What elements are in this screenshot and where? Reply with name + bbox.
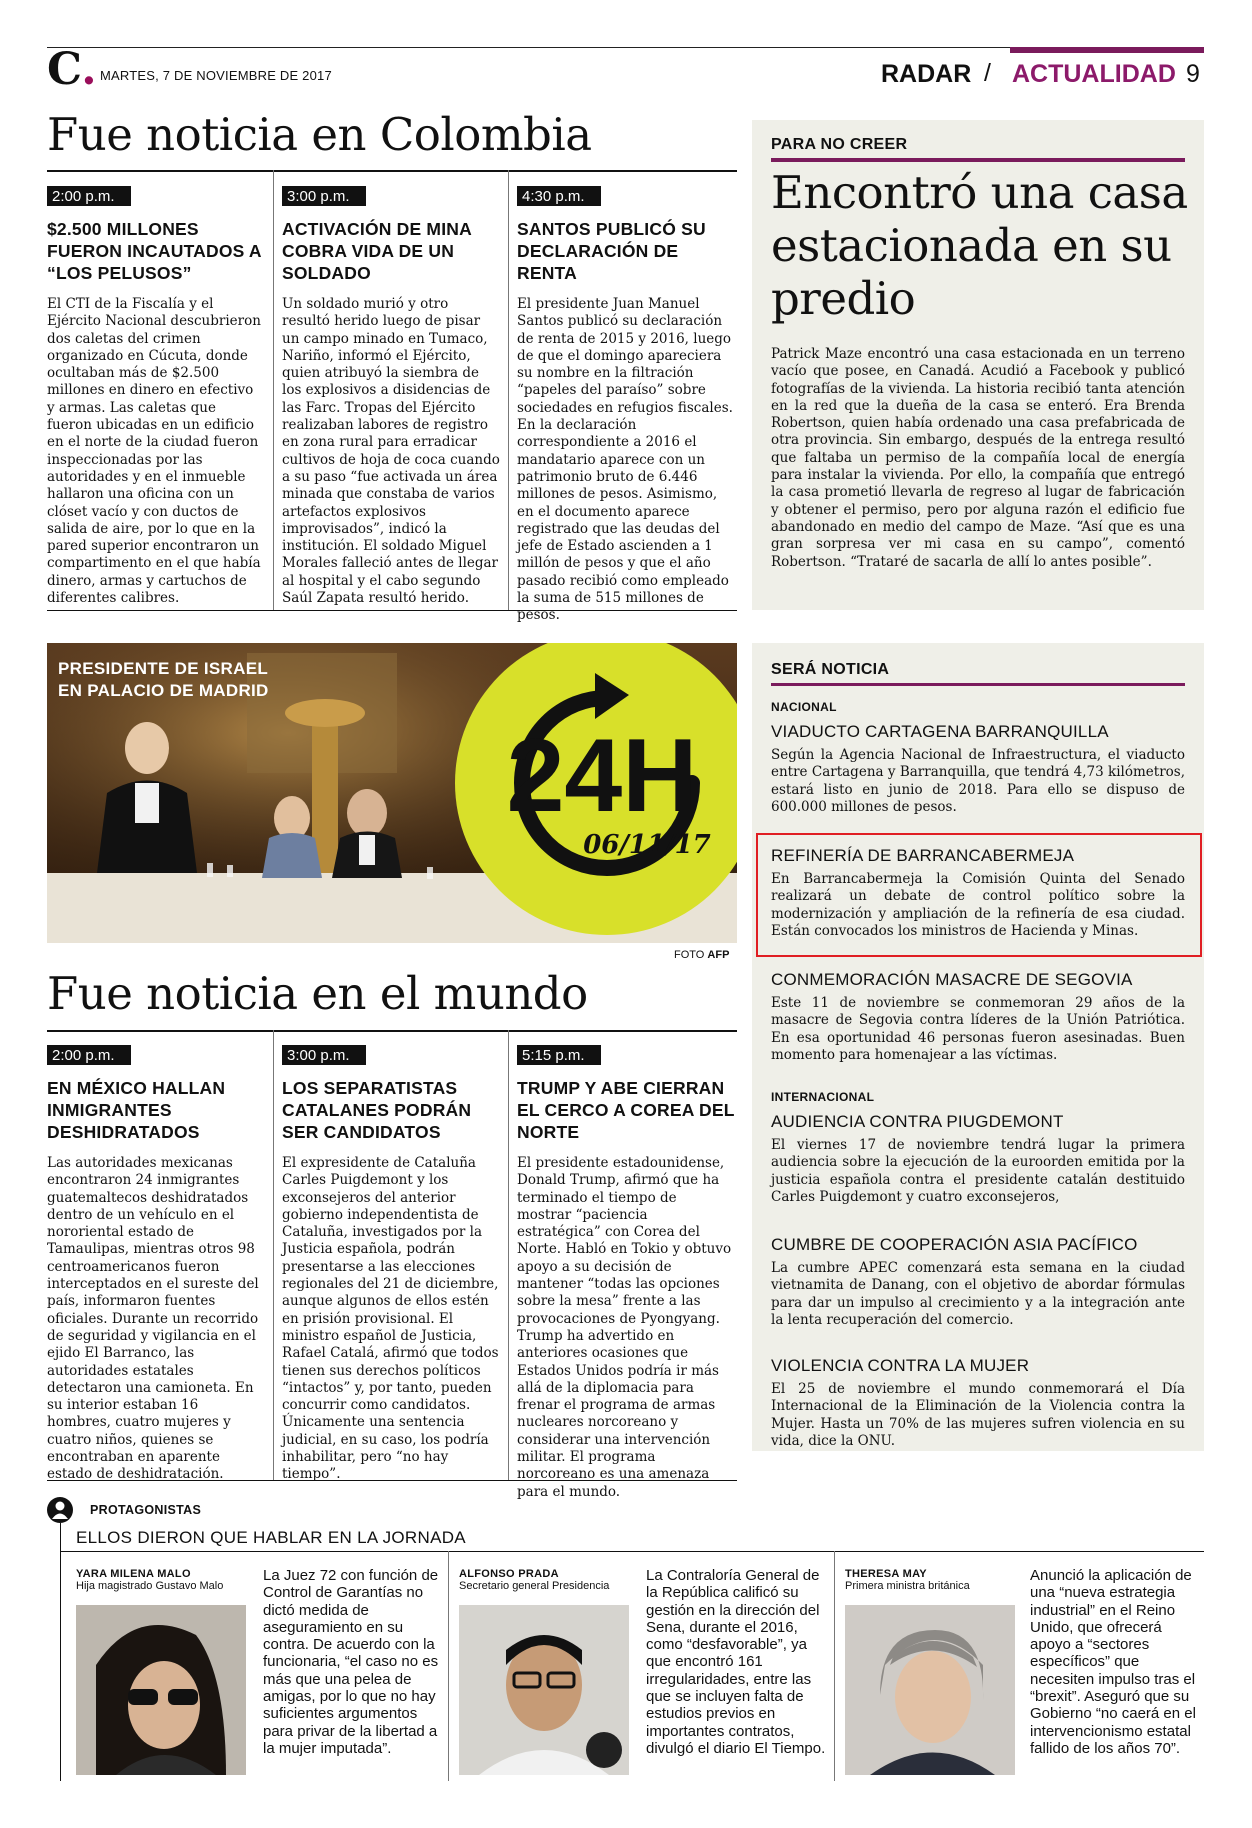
protagonist-name: YARA MILENA MALO <box>76 1568 191 1580</box>
story-body: Un soldado murió y otro resultó herido luego de pisar un campo minado en Tumaco, Nariño, informó el Ejército, quien atribuyó la siembra de los explosivos a disidencias de las Farc. Tropas del Ejército realizaban labores de registro en zona rural para erradicar cultivos de hoja de coca cuando a su paso “fue activada un área minada que constaba de varios artefactos explosivos improvisados”, indicó la institución. El soldado Miguel Morales falleció antes de llegar al hospital y el cabo segundo Saúl Zapata resultó herido. <box>282 296 500 607</box>
column-divider <box>448 1551 449 1781</box>
mundo-section-title: Fue noticia en el mundo <box>47 967 588 1020</box>
item-headline: AUDIENCIA CONTRA PIUGDEMONT <box>771 1112 1064 1131</box>
sera-noticia-item-1 <box>771 722 1185 816</box>
sera-noticia-item-5 <box>771 1235 1185 1329</box>
photo-caption-line-2: EN PALACIO DE MADRID <box>58 681 269 700</box>
badge-date: 06/11/17 <box>583 830 711 860</box>
time-tag: 2:00 p.m. <box>47 1045 131 1065</box>
protagonist-1-header <box>76 1568 256 1592</box>
story-body: El presidente Juan Manuel Santos publicó su declaración de renta de 2015 y 2016, luego de que el domingo apareciera su nombre en la filtración “papeles del paraíso” sobre sociedades en refugios fiscales. En la declaración correspondiente a 2016 el mandatario aparece con un patrimonio bruto de 6.446 millones de pesos. Asimismo, en el documento aparece registrado que las deudas del jefe de Estado ascienden a 1 millón de pesos y que el año pasado recibió como empleado la suma de 515 millones de pesos. <box>517 296 733 624</box>
protagonist-name: THERESA MAY <box>845 1568 927 1580</box>
protagonist-2-photo <box>459 1605 629 1775</box>
protagonist-role: Secretario general Presidencia <box>459 1580 610 1592</box>
item-headline: CONMEMORACIÓN MASACRE DE SEGOVIA <box>771 970 1133 989</box>
mundo-story-1 <box>47 1045 265 1484</box>
story-headline: $2.500 MILLONES FUERON INCAUTADOS A “LOS PELUSOS” <box>47 219 262 283</box>
photo-credit: FOTO AFP <box>674 949 730 961</box>
story-headline: EN MÉXICO HALLAN INMIGRANTES DESHIDRATADOS <box>47 1078 226 1142</box>
sera-noticia-item-6 <box>771 1356 1185 1450</box>
para-no-creer-title: Encontró una casa estacionada en su predio <box>771 166 1188 325</box>
sera-noticia-item-4 <box>771 1112 1185 1206</box>
para-no-creer-body: Patrick Maze encontró una casa estacionada en un terreno vacío que posee, en Canadá. Acudió a Facebook y publicó fotografías de la vivienda. La historia recibió tanta atención en la red que la dueña de la casa se enteró. Era Brenda Robertson, quien había ordenado una casa prefabricada de otra provincia. Sin embargo, después de la entrega resultó que faltaba un permiso de la compañía local de energía para instalar la vivienda. Por ello, la compañía que entregó la casa prometió llevarla de regreso al lugar de fabricación y obtener el permiso, pero por alguna razón el edificio fue abandonado en medio del campo de Maze. “Así que es una gran sorpresa ver mi casa en su campo”, comentó Robertson. “Trataré de sacarla de allí lo antes posible”. <box>771 346 1185 570</box>
section-radar: RADAR <box>881 60 972 88</box>
colombia-rule <box>47 170 737 172</box>
highlight-box <box>756 833 1202 957</box>
story-body: El expresidente de Cataluña Carles Puigdemont y los exconsejeros del anterior gobierno independentista de Cataluña, investigados por la Justicia española, podrán presentarse a las elecciones regionales del 21 de diciembre, aunque algunos de ellos estén en prisión provisional. El ministro español de Justicia, Rafael Catalá, afirmó que todos tienen sus derechos políticos “intactos” y, por tanto, pueden concurrir como candidatos. Únicamente una sentencia judicial, en su caso, los podría inhabilitar, pero “no hay tiempo”. <box>282 1155 499 1483</box>
item-body: Este 11 de noviembre se conmemoran 29 años de la masacre de Segovia contra líderes de la Unión Patriótica. En esa oportunidad 46 personas fueron asesinadas. Buen momento para homenajear a las víctimas. <box>771 995 1185 1063</box>
nacional-label: NACIONAL <box>771 700 837 714</box>
protagonistas-label: PROTAGONISTAS <box>90 1503 202 1517</box>
internacional-label: INTERNACIONAL <box>771 1090 875 1104</box>
story-body: El presidente estadounidense, Donald Trump, afirmó que ha terminado el tiempo de mostrar “paciencia estratégica” con Corea del Norte. Habló en Tokio y obtuvo apoyo a su decisión de mantener “todas las opciones sobre la mesa” frente a las provocaciones de Pyongyang. Trump ha advertido en anteriores ocasiones que Estados Unidos podría ir más allá de la diplomacia para frenar el programa de armas nucleares norcoreano y considerar una intervención militar. El programa norcoreano es una amenaza para el mundo. <box>517 1155 732 1500</box>
item-body: El 25 de noviembre el mundo conmemorará el Día Internacional de la Eliminación de la Violencia contra la Mujer. Hasta un 70% de las mujeres sufren violencia en su vida, dice la ONU. <box>771 1381 1185 1449</box>
protagonist-3-header <box>845 1568 1025 1592</box>
sera-noticia-item-3 <box>771 970 1185 1064</box>
protagonist-role: Primera ministra británica <box>845 1580 970 1592</box>
column-divider <box>273 1030 274 1480</box>
protagonist-1-text: La Juez 72 con función de Control de Garantías no dictó medida de aseguramiento en su contra. De acuerdo con la funcionaria, “el caso no es más que una pelea de amigas, por lo que no hay suficientes argumentos para privar de la libertad a la mujer imputada”. <box>263 1567 439 1757</box>
story-headline: TRUMP Y ABE CIERRAN EL CERCO A COREA DEL NORTE <box>517 1078 735 1142</box>
protagonist-1-photo <box>76 1605 246 1775</box>
time-tag: 3:00 p.m. <box>282 186 366 206</box>
issue-date: MARTES, 7 DE NOVIEMBRE DE 2017 <box>100 68 332 83</box>
column-divider <box>508 170 509 610</box>
section-separator: / <box>984 59 991 87</box>
protagonistas-rule <box>60 1551 1204 1552</box>
item-body: La cumbre APEC comenzará esta semana en la ciudad vietnamita de Danang, con el objetivo de abordar fórmulas para dar un impulso al crecimiento y a la integración ante la lenta recuperación del comercio. <box>771 1260 1185 1328</box>
newspaper-logo: C. <box>47 44 97 95</box>
protagonistas-subtitle: ELLOS DIERON QUE HABLAR EN LA JORNADA <box>76 1528 466 1547</box>
person-icon <box>47 1497 73 1523</box>
item-body: El viernes 17 de noviembre tendrá lugar la primera audiencia sobre la ejecución de la euroorden emitida por la justicia española contra el presidente catalán destituido Carles Puigdemont y cuatro exconsejeros, <box>771 1137 1185 1205</box>
story-body: El CTI de la Fiscalía y el Ejército Nacional descubrieron dos caletas del crimen organizado en Cúcuta, donde ocultaban más de $2.500 millones en dinero en efectivo y armas. Las caletas que fueron ubicadas en un edificio en el norte de la ciudad fueron inspeccionadas por las autoridades y en el inmueble hallaron una oficina con un clóset vacío y con ductos de salida de aire, por lo que en la pared superior encontraron un compartimento en el que había dinero, armas y cartuchos de diferentes calibres. <box>47 296 261 607</box>
photo-caption <box>58 658 269 702</box>
sera-noticia-rule <box>771 683 1185 686</box>
story-headline: SANTOS PUBLICÓ SU DECLARACIÓN DE RENTA <box>517 219 706 283</box>
protagonist-3-photo <box>845 1605 1015 1775</box>
protagonist-3-text: Anunció la aplicación de una “nueva estrategia industrial” en el Reino Unido, que ofrecerá apoyo a “sectores específicos” que necesiten impulso tras el “brexit”. Aseguró que su Gobierno “no caerá en el intervencionismo estatal fallido de los años 70”. <box>1030 1567 1196 1757</box>
protagonist-role: Hija magistrado Gustavo Malo <box>76 1580 224 1592</box>
protagonist-name: ALFONSO PRADA <box>459 1568 559 1580</box>
column-divider <box>834 1551 835 1781</box>
protagonist-2-header <box>459 1568 639 1592</box>
item-headline: REFINERÍA DE BARRANCABERMEJA <box>771 846 1075 865</box>
protagonistas-vertical-rule <box>60 1523 61 1781</box>
protagonist-2-text: La Contraloría General de la República calificó su gestión en la dirección del Sena, durante el 2016, como “desfavorable”, ya que encontró 161 irregularidades, entre las que se incluyen falta de estudios previos en importantes contratos, divulgó el diario El Tiempo. <box>646 1567 826 1757</box>
story-body: Las autoridades mexicanas encontraron 24 inmigrantes guatemaltecos deshidratados dentro de un vehículo en el nororiental estado de Tamaulipas, mientras otros 98 centroamericanos fueron interceptados en el sureste del país, informaron fuentes oficiales. Durante un recorrido de seguridad y vigilancia en el ejido El Barranco, las autoridades estatales detectaron una camioneta. En su interior estaban 16 hombres, cuatro mujeres y cuatro niños, quienes se encontraban en aparente estado de deshidratación. <box>47 1155 259 1483</box>
time-tag: 3:00 p.m. <box>282 1045 366 1065</box>
item-body: Según la Agencia Nacional de Infraestructura, el viaducto entre Cartagena y Barranquilla, que tendrá 4,73 kilómetros, estará listo en junio de 2018. Para ello se dispuso de 600.000 millones de pesos. <box>771 747 1185 815</box>
column-divider <box>273 170 274 610</box>
section-accent-bar <box>1010 47 1204 53</box>
sera-noticia-label: SERÁ NOTICIA <box>771 661 890 678</box>
para-no-creer-rule <box>771 158 1185 162</box>
item-body: En Barrancabermeja la Comisión Quinta del Senado realizará un debate de control político sobre la modernización y ampliación de la refinería de esa ciudad. Están convocados los ministros de Hacienda y Minas. <box>771 871 1185 939</box>
badge-24h-text: 24H <box>506 718 698 834</box>
column-divider <box>508 1030 509 1480</box>
photo-caption-line-1: PRESIDENTE DE ISRAEL <box>58 659 269 678</box>
story-headline: ACTIVACIÓN DE MINA COBRA VIDA DE UN SOLDADO <box>282 219 472 283</box>
time-tag: 2:00 p.m. <box>47 186 131 206</box>
story-headline: LOS SEPARATISTAS CATALANES PODRÁN SER CANDIDATOS <box>282 1078 472 1142</box>
mundo-rule <box>47 1030 737 1032</box>
colombia-story-3 <box>517 186 735 625</box>
colombia-section-title: Fue noticia en Colombia <box>47 108 592 161</box>
section-actualidad: ACTUALIDAD <box>1012 60 1176 88</box>
item-headline: CUMBRE DE COOPERACIÓN ASIA PACÍFICO <box>771 1235 1138 1254</box>
para-no-creer-label: PARA NO CREER <box>771 136 908 153</box>
page-number: 9 <box>1186 60 1200 88</box>
mundo-story-3 <box>517 1045 735 1501</box>
colombia-story-2 <box>282 186 500 607</box>
item-headline: VIADUCTO CARTAGENA BARRANQUILLA <box>771 722 1109 741</box>
colombia-story-1 <box>47 186 265 607</box>
time-tag: 5:15 p.m. <box>517 1045 601 1065</box>
item-headline: VIOLENCIA CONTRA LA MUJER <box>771 1356 1030 1375</box>
mundo-story-2 <box>282 1045 500 1484</box>
time-tag: 4:30 p.m. <box>517 186 601 206</box>
